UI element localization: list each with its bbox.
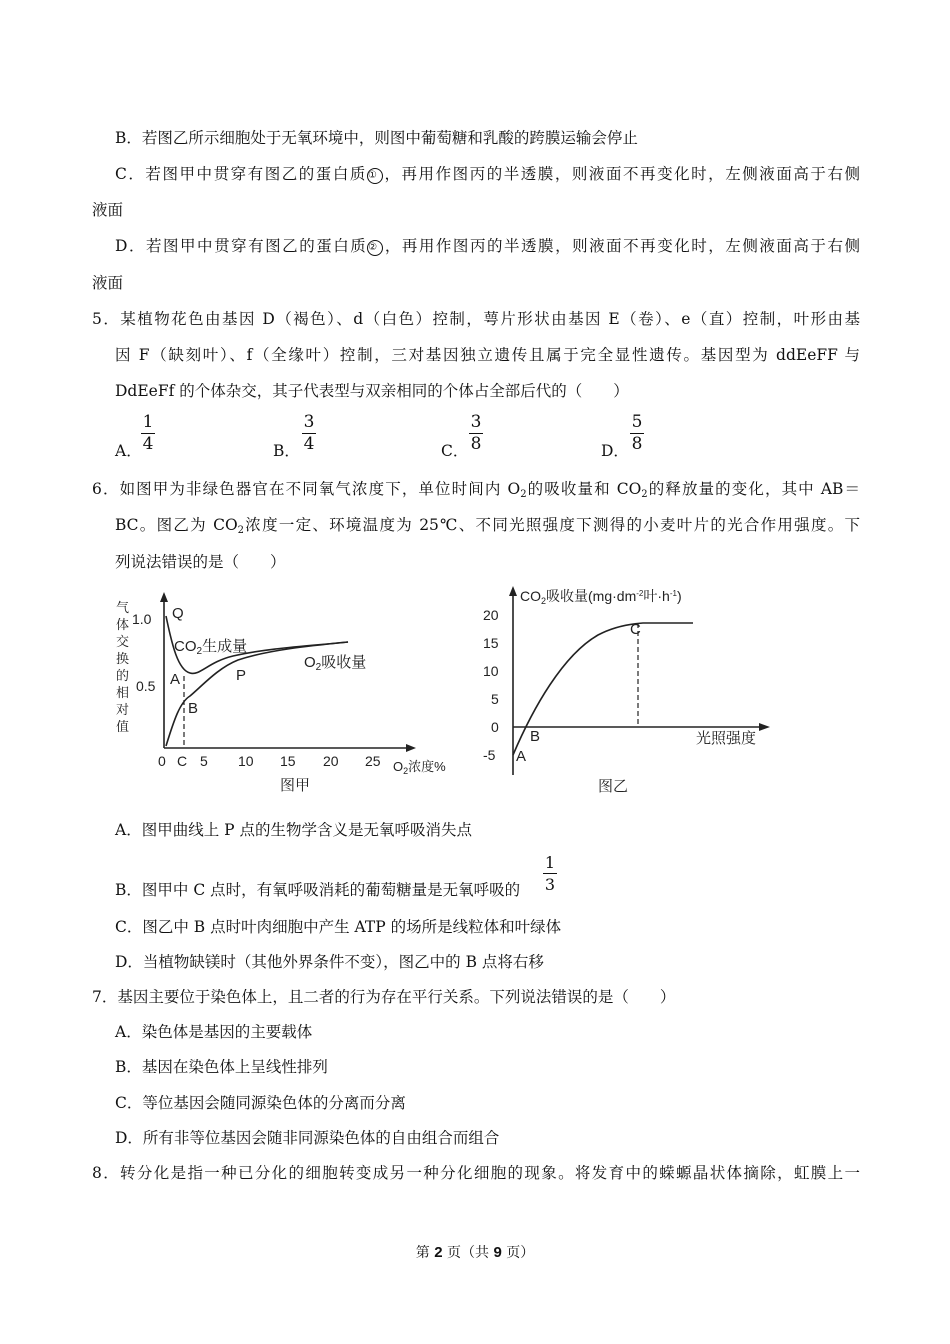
y-axis-char: 气 [116,600,130,615]
x-axis-arrow [406,744,416,752]
q6-option-d: D．当植物缺镁时（其他外界条件不变），图乙中的 B 点将右移 [115,953,544,971]
q5-stem-line3: DdEeFf 的个体杂交，其子代表型与双亲相同的个体占全部后代的（ ） [115,382,629,400]
x-axis-label: 光照强度 [696,730,757,747]
q5-option-b-label: B． [273,442,300,460]
x-axis-label: $O_2$浓度% [393,759,446,776]
footer-text: 页） [501,1245,535,1261]
y-axis-char: 换 [116,651,130,666]
q6-text: 的吸收量和 CO [526,480,642,498]
q6-stem-line1 [92,479,860,499]
q6-stem-line2 [115,515,860,535]
y-axis-arrow [160,592,168,602]
fraction-denominator: 8 [631,434,643,454]
co2-curve-label: $CO_2$生成量 [174,638,248,657]
q4-option-d-text: D．若图甲中贯穿有图乙的蛋白质 [115,237,368,255]
q5-option-d-label: D． [601,442,629,460]
y-tick-label: -5 [483,747,496,763]
y-tick-label: 0.5 [136,678,156,694]
q4-option-c-text2: ，再用作图丙的半透膜，则液面不再变化时，左侧液面高于右侧 [382,165,860,183]
x-tick-label: 25 [365,753,381,769]
y-tick-label: 20 [483,607,499,623]
q5-option-a-label: A． [115,442,142,460]
q4-option-c [115,164,860,184]
q4-option-d [115,236,860,256]
y-axis-char: 相 [116,685,130,700]
x-tick-label: 5 [200,753,208,769]
q5-stem-line2: 因 F（缺刻叶）、f（全缘叶）控制，三对基因独立遗传且属于完全显性遗传。基因型为 ddEeFF 与 [115,346,860,364]
q7-option-b: B．基因在染色体上呈线性排列 [115,1058,328,1076]
y-tick-labels [483,607,499,763]
q4-option-d-cont: 液面 [92,274,124,292]
figure-caption: 图甲 [280,777,311,794]
y-axis-label [116,600,129,734]
subscript: 2 [237,525,245,536]
protein-1-marker: ① [367,168,383,184]
q5-option-c-label: C． [441,442,469,460]
point-a-label: A [516,748,527,765]
y-axis-char: 对 [116,702,130,717]
x-tick-label: 10 [238,753,254,769]
page-total: 9 [493,1244,502,1261]
q5-option-c-fraction [469,413,483,454]
x-axis-arrow [759,723,770,731]
y-axis-char: 的 [116,668,130,683]
q5-option-b-fraction [302,413,316,454]
q6-text: 浓度一定、环境温度为 25℃、不同光照强度下测得的小麦叶片的光合作用强度。下 [244,516,860,534]
q6-text: 的释放量的变化，其中 AB＝ [647,480,861,498]
x-tick-label: C [177,753,188,769]
q6-option-c: C．图乙中 B 点时叶肉细胞中产生 ATP 的场所是线粒体和叶绿体 [115,918,562,936]
q7-option-c: C．等位基因会随同源染色体的分离而分离 [115,1094,406,1112]
point-b-label: B [188,700,199,717]
page-number: 2 [434,1244,443,1261]
subscript: 2 [520,489,527,500]
y-tick-label: 15 [483,635,499,651]
figure-jia [108,590,468,800]
x-tick-label: 0 [158,753,166,769]
q7-stem: 7．基因主要位于染色体上，且二者的行为存在平行关系。下列说法错误的是（ ） [92,988,676,1006]
y-tick-label: 5 [491,691,499,707]
q5-stem-line1: 5．某植物花色由基因 D（褐色）、d（白色）控制，萼片形状由基因 E（卷）、e（直）控制，叶形由基 [92,310,860,328]
fraction-denominator: 4 [303,434,315,454]
y-axis-char: 体 [116,617,130,632]
y-tick-label: 10 [483,663,499,679]
figure-caption: 图乙 [598,778,629,795]
q5-option-d-fraction [630,413,644,454]
q4-option-c-text: C．若图甲中贯穿有图乙的蛋白质 [115,165,367,183]
y-axis-label: $CO_2$吸收量($mg\cdot dm^{-2}$叶$\cdot h^{-1}$) [520,588,682,606]
footer-text: 第 [415,1245,435,1261]
protein-2-marker: ② [367,240,383,256]
q7-option-a: A．染色体是基因的主要载体 [115,1023,313,1041]
fraction-denominator: 4 [142,434,154,454]
y-axis-arrow [509,586,517,596]
q5-option-a-fraction [141,413,155,454]
q6-text: 6．如图甲为非绿色器官在不同氧气浓度下，单位时间内 O [92,480,521,498]
point-c-label: C [630,621,641,638]
fraction-numerator: 1 [142,412,154,432]
fraction-numerator: 1 [544,853,556,872]
subscript: 2 [641,489,648,500]
q4-option-d-text2: ，再用作图丙的半透膜，则液面不再变化时，左侧液面高于右侧 [383,237,860,255]
fraction-denominator: 8 [470,434,482,454]
q6-option-b-fraction [543,853,557,894]
page-footer [0,1242,950,1262]
q4-option-c-cont: 液面 [92,201,124,219]
y-tick-label: 0 [491,719,499,735]
point-q-label: Q [172,605,184,622]
y-tick-label: 1.0 [132,611,152,627]
fraction-numerator: 3 [303,412,315,432]
point-p-label: P [236,667,247,684]
point-b-label: B [530,728,541,745]
y-axis-char: 交 [116,634,130,649]
q7-option-d: D．所有非等位基因会随非同源染色体的自由组合而组合 [115,1129,500,1147]
footer-text: 页（共 [442,1245,494,1261]
q6-option-b: B．图甲中 C 点时，有氧呼吸消耗的葡萄糖量是无氧呼吸的 [115,881,521,899]
fraction-numerator: 3 [470,412,482,432]
q6-text: BC。图乙为 CO [115,516,238,534]
x-tick-label: 15 [280,753,296,769]
point-a-label: A [170,671,181,688]
q4-option-b: B．若图乙所示细胞处于无氧环境中，则图中葡萄糖和乳酸的跨膜运输会停止 [115,129,638,147]
q6-option-a: A．图甲曲线上 P 点的生物学含义是无氧呼吸消失点 [115,821,472,839]
y-axis-char: 值 [116,719,130,734]
o2-curve-label: $O_2$吸收量 [304,654,367,673]
figure-yi [478,580,778,800]
fraction-denominator: 3 [544,875,556,894]
fraction-numerator: 5 [631,412,643,432]
q8-stem: 8．转分化是指一种已分化的细胞转变成另一种分化细胞的现象。将发育中的蝾螈晶状体摘除，虹膜上一 [92,1164,860,1182]
x-tick-label: 20 [323,753,339,769]
q6-stem-line3: 列说法错误的是（ ） [115,553,286,571]
